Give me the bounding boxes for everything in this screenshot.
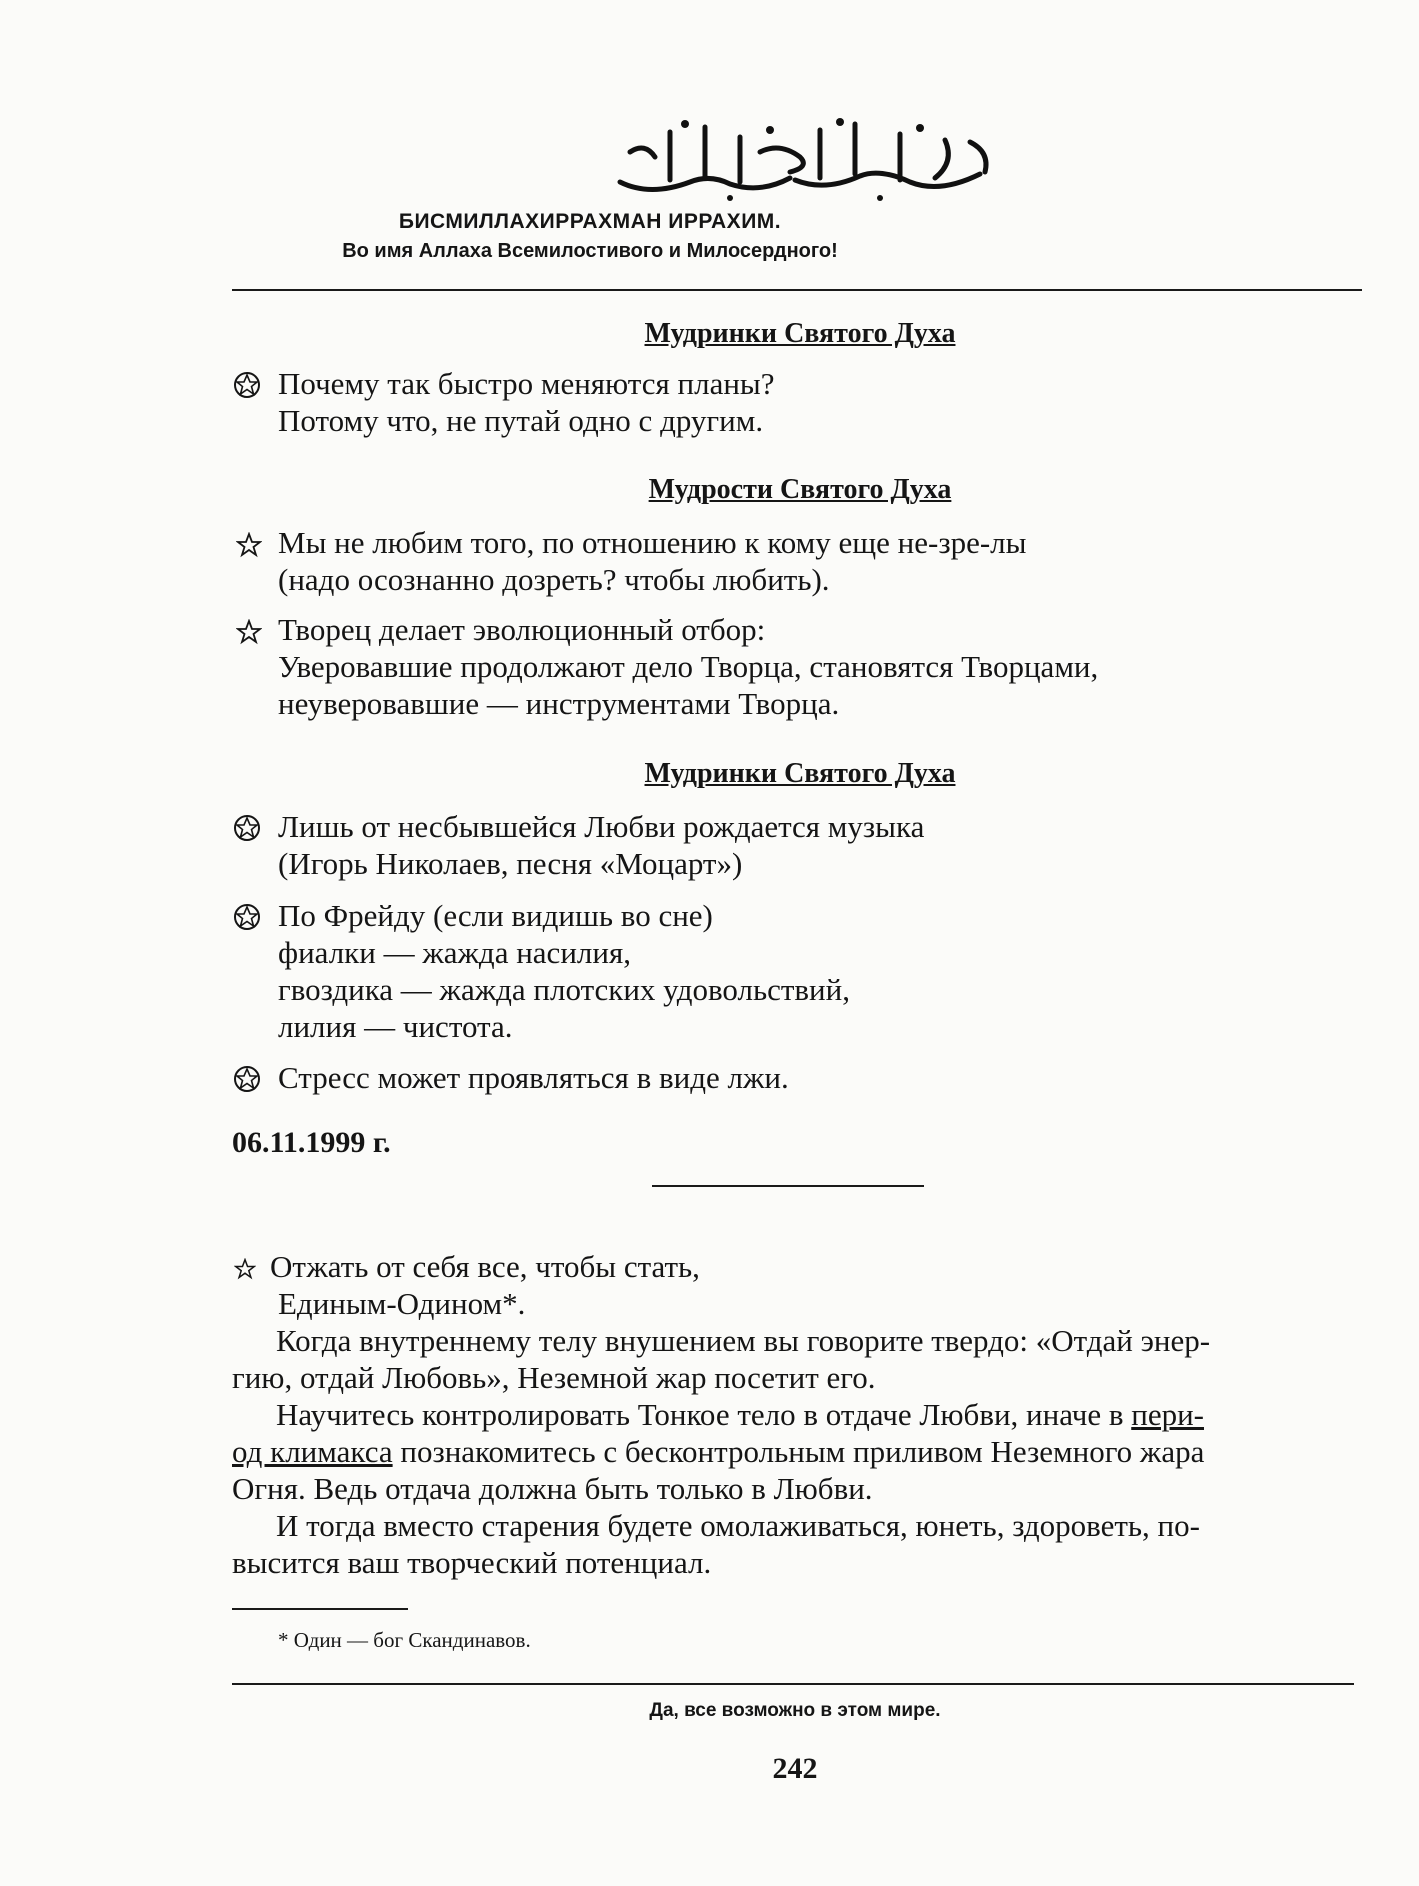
para-line: гию, отдай Любовь», Неземной жар посетит его. — [232, 1360, 876, 1395]
item-line: Стресс может проявляться в виде лжи. — [278, 1060, 789, 1095]
item-line: (надо осознанно дозреть? чтобы любить). — [278, 562, 830, 597]
para-line: Когда внутреннему телу внушением вы говорите твердо: «Отдай энер- — [276, 1323, 1211, 1358]
item-line: Лишь от несбывшейся Любви рождается музыка — [278, 809, 925, 844]
item-line: Мы не любим того, по отношению к кому еще не-зре-лы — [278, 525, 1027, 560]
item-line: неуверовавшие — инструментами Творца. — [278, 686, 840, 721]
list-item — [232, 611, 1372, 722]
item-line: лилия — чистота. — [278, 1009, 513, 1044]
star-icon — [232, 611, 270, 645]
item-line: Отжать от себя все, чтобы стать, — [270, 1249, 700, 1284]
footnote: * Один — бог Скандинавов. — [278, 1628, 531, 1652]
list-item — [232, 1248, 1372, 1322]
para-line — [232, 1433, 1358, 1470]
list-item — [232, 897, 1372, 1045]
star-icon — [232, 524, 270, 558]
item-line: Единым-Одином*. — [278, 1286, 526, 1321]
item-line: Потому что, не путай одно с другим. — [278, 403, 764, 438]
underlined-text: од климакса — [232, 1434, 393, 1469]
header-rule — [232, 289, 1362, 291]
list-item — [232, 365, 1372, 439]
section-title: Мудрости Святого Духа — [648, 474, 952, 505]
para-line: И тогда вместо старения будете омолаживаться, юнеть, здороветь, по- — [276, 1508, 1200, 1543]
separator-rule — [652, 1185, 924, 1187]
para-text: Научитесь контролировать Тонкое тело в отдаче Любви, иначе в — [276, 1397, 1132, 1432]
item-line: По Фрейду (если видишь во сне) — [278, 898, 713, 933]
para-text: познакомитесь с бесконтрольным приливом Неземного жара — [392, 1434, 1205, 1469]
header-title: БИСМИЛЛАХИРРАХМАН ИРРАХИМ. — [398, 210, 782, 233]
list-item — [232, 808, 1372, 882]
item-line: Творец делает эволюционный отбор: — [278, 612, 766, 647]
flower-icon — [232, 897, 270, 932]
item-line: Почему так быстро меняются планы? — [278, 366, 775, 401]
paragraph — [232, 1396, 1358, 1507]
list-item — [232, 524, 1372, 598]
star-icon — [232, 1248, 270, 1280]
page-number: 242 — [772, 1752, 818, 1785]
underlined-text: пери- — [1131, 1397, 1204, 1432]
flower-icon — [232, 365, 270, 400]
bismillah-calligraphy-icon — [610, 112, 1010, 202]
flower-icon — [232, 808, 270, 843]
flower-icon — [232, 1059, 270, 1094]
para-line — [232, 1396, 1358, 1433]
item-line: (Игорь Николаев, песня «Моцарт») — [278, 846, 743, 881]
header-subtitle: Во имя Аллаха Всемилостивого и Милосердного! — [342, 240, 838, 262]
item-line: фиалки — жажда насилия, — [278, 935, 631, 970]
paragraph — [232, 1507, 1358, 1581]
footnote-rule — [232, 1608, 408, 1610]
section-title: Мудринки Святого Духа — [644, 758, 956, 789]
para-line: Огня. Ведь отдача должна быть только в Любви. — [232, 1471, 873, 1506]
section-title: Мудринки Святого Духа — [644, 318, 956, 349]
entry-date: 06.11.1999 г. — [232, 1126, 391, 1159]
footer-rule — [232, 1683, 1354, 1685]
paragraph — [232, 1322, 1358, 1396]
item-line: Уверовавшие продолжают дело Творца, становятся Творцами, — [278, 649, 1099, 684]
list-item — [232, 1059, 1372, 1096]
item-line: гвоздика — жажда плотских удовольствий, — [278, 972, 850, 1007]
footer-motto: Да, все возможно в этом мире. — [649, 1700, 941, 1721]
para-line: высится ваш творческий потенциал. — [232, 1545, 712, 1580]
